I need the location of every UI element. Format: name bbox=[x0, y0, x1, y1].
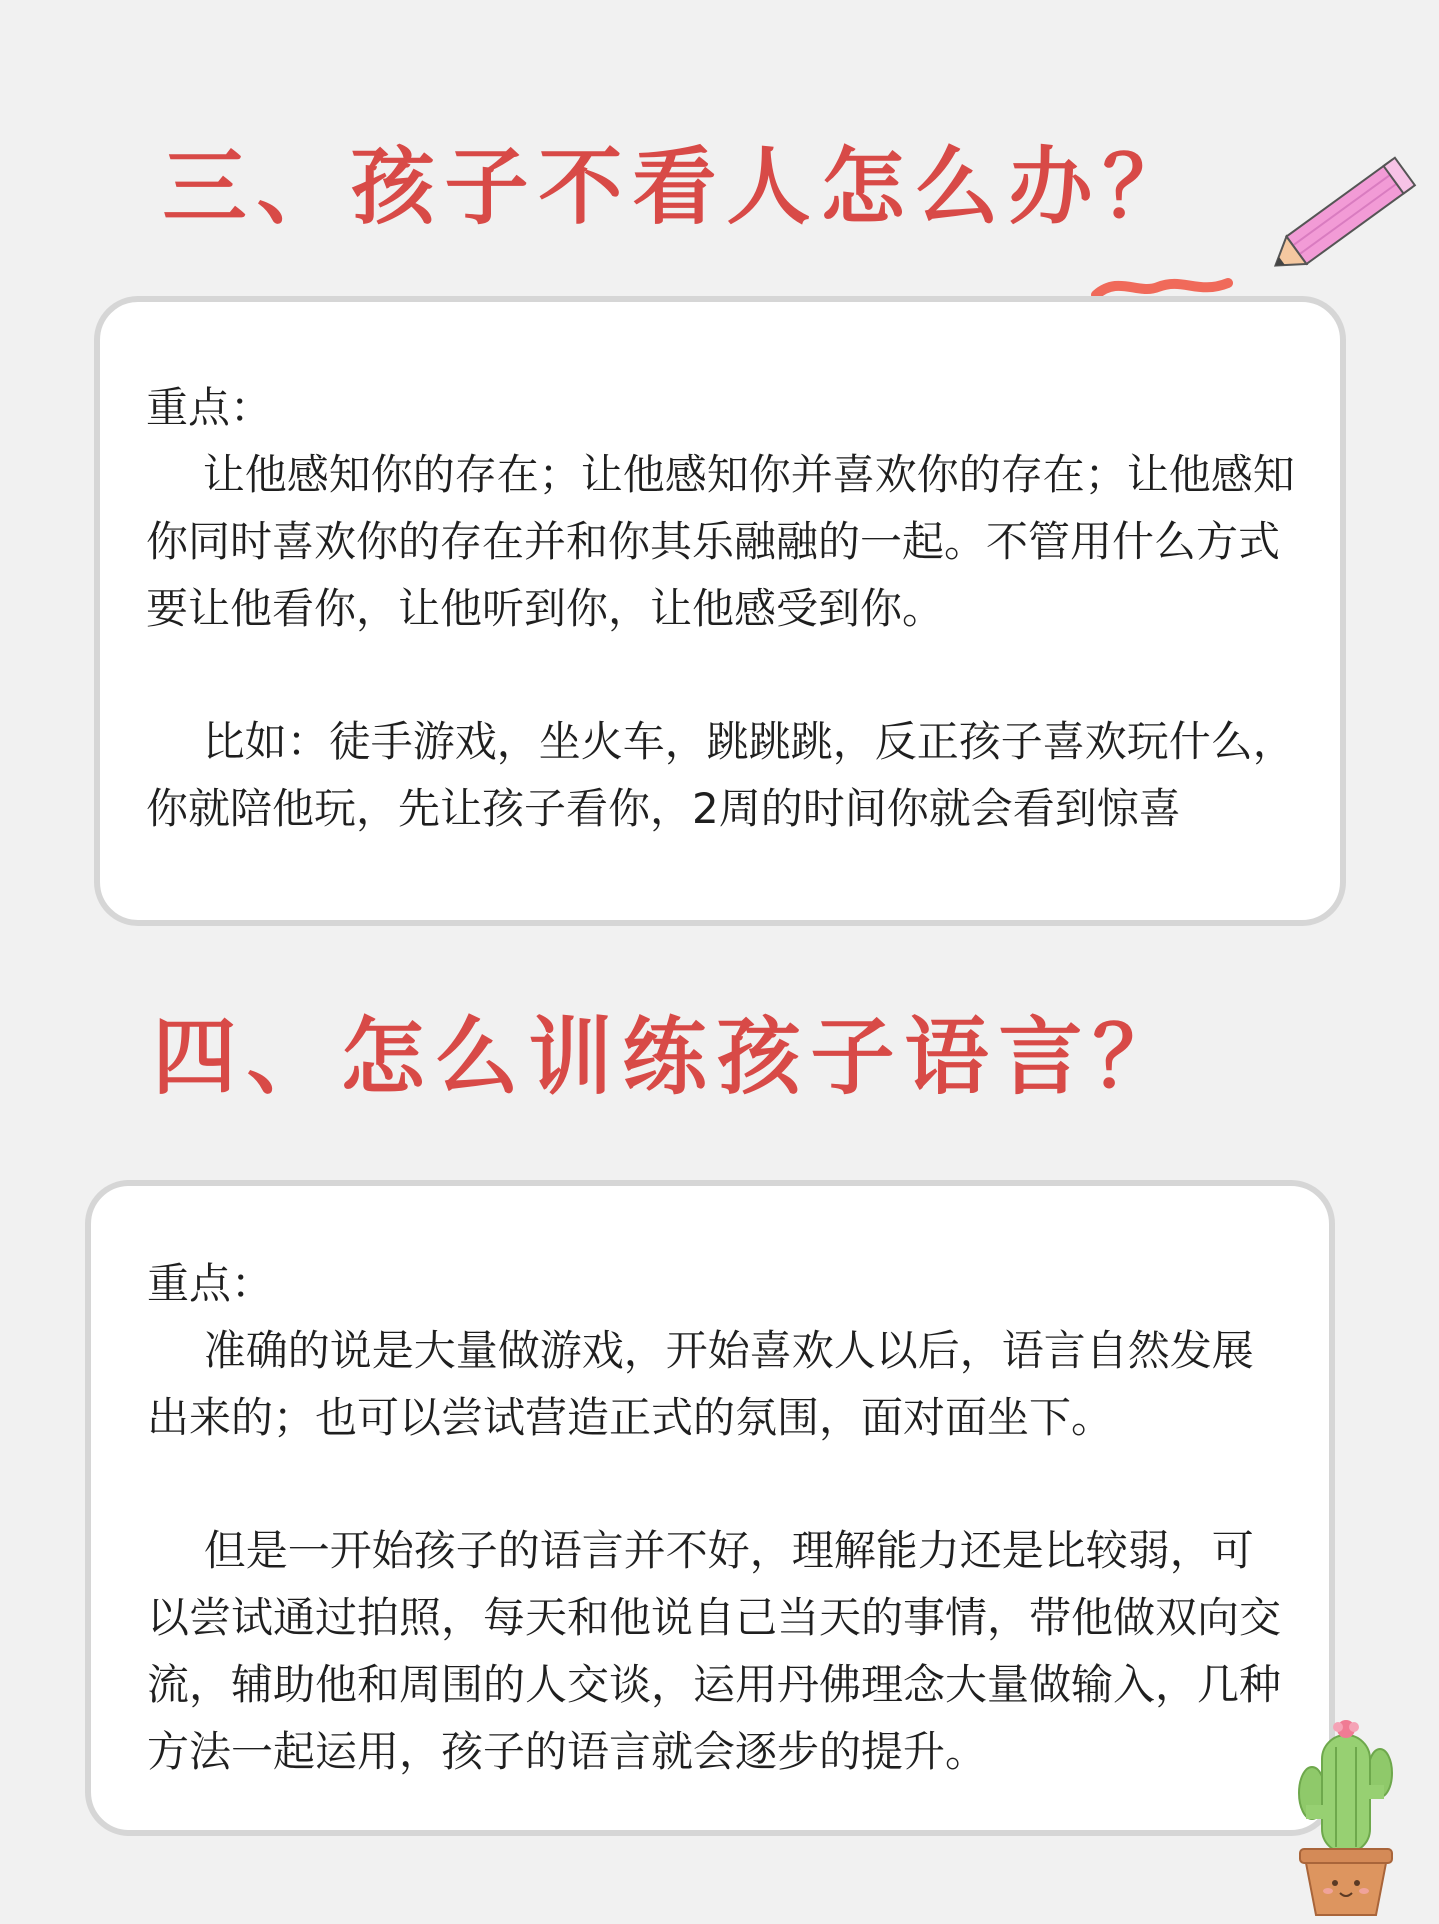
card-section-3 bbox=[94, 296, 1346, 926]
paragraph-1: 让他感知你的存在；让他感知你并喜欢你的存在；让他感知你同时喜欢你的存在并和你其乐融融的一起。不管用什么方式要让他看你，让他听到你，让他感受到你。 bbox=[146, 450, 1295, 633]
section-title-3: 三、孩子不看人怎么办？ bbox=[162, 138, 1197, 236]
cactus-icon bbox=[1280, 1715, 1410, 1920]
card-body-3 bbox=[146, 374, 1300, 842]
paragraph-2: 比如：徒手游戏，坐火车，跳跳跳，反正孩子喜欢玩什么，你就陪他玩，先让孩子看你，2周的时间你就会看到惊喜 bbox=[146, 717, 1295, 833]
card-section-4 bbox=[85, 1180, 1335, 1836]
paragraph-1: 准确的说是大量做游戏，开始喜欢人以后，语言自然发展出来的；也可以尝试营造正式的氛围，面对面坐下。 bbox=[147, 1326, 1254, 1442]
key-point-label: 重点： bbox=[147, 1259, 274, 1308]
key-point-label: 重点： bbox=[146, 383, 273, 432]
paragraph-2: 但是一开始孩子的语言并不好，理解能力还是比较弱，可以尝试通过拍照，每天和他说自己当天的事情，带他做双向交流，辅助他和周围的人交谈，运用丹佛理念大量做输入，几种方法一起运用，孩子的语言就会逐步的提升。 bbox=[147, 1526, 1282, 1776]
card-body-4 bbox=[147, 1250, 1289, 1785]
section-title-4: 四、怎么训练孩子语言？ bbox=[152, 1008, 1187, 1106]
